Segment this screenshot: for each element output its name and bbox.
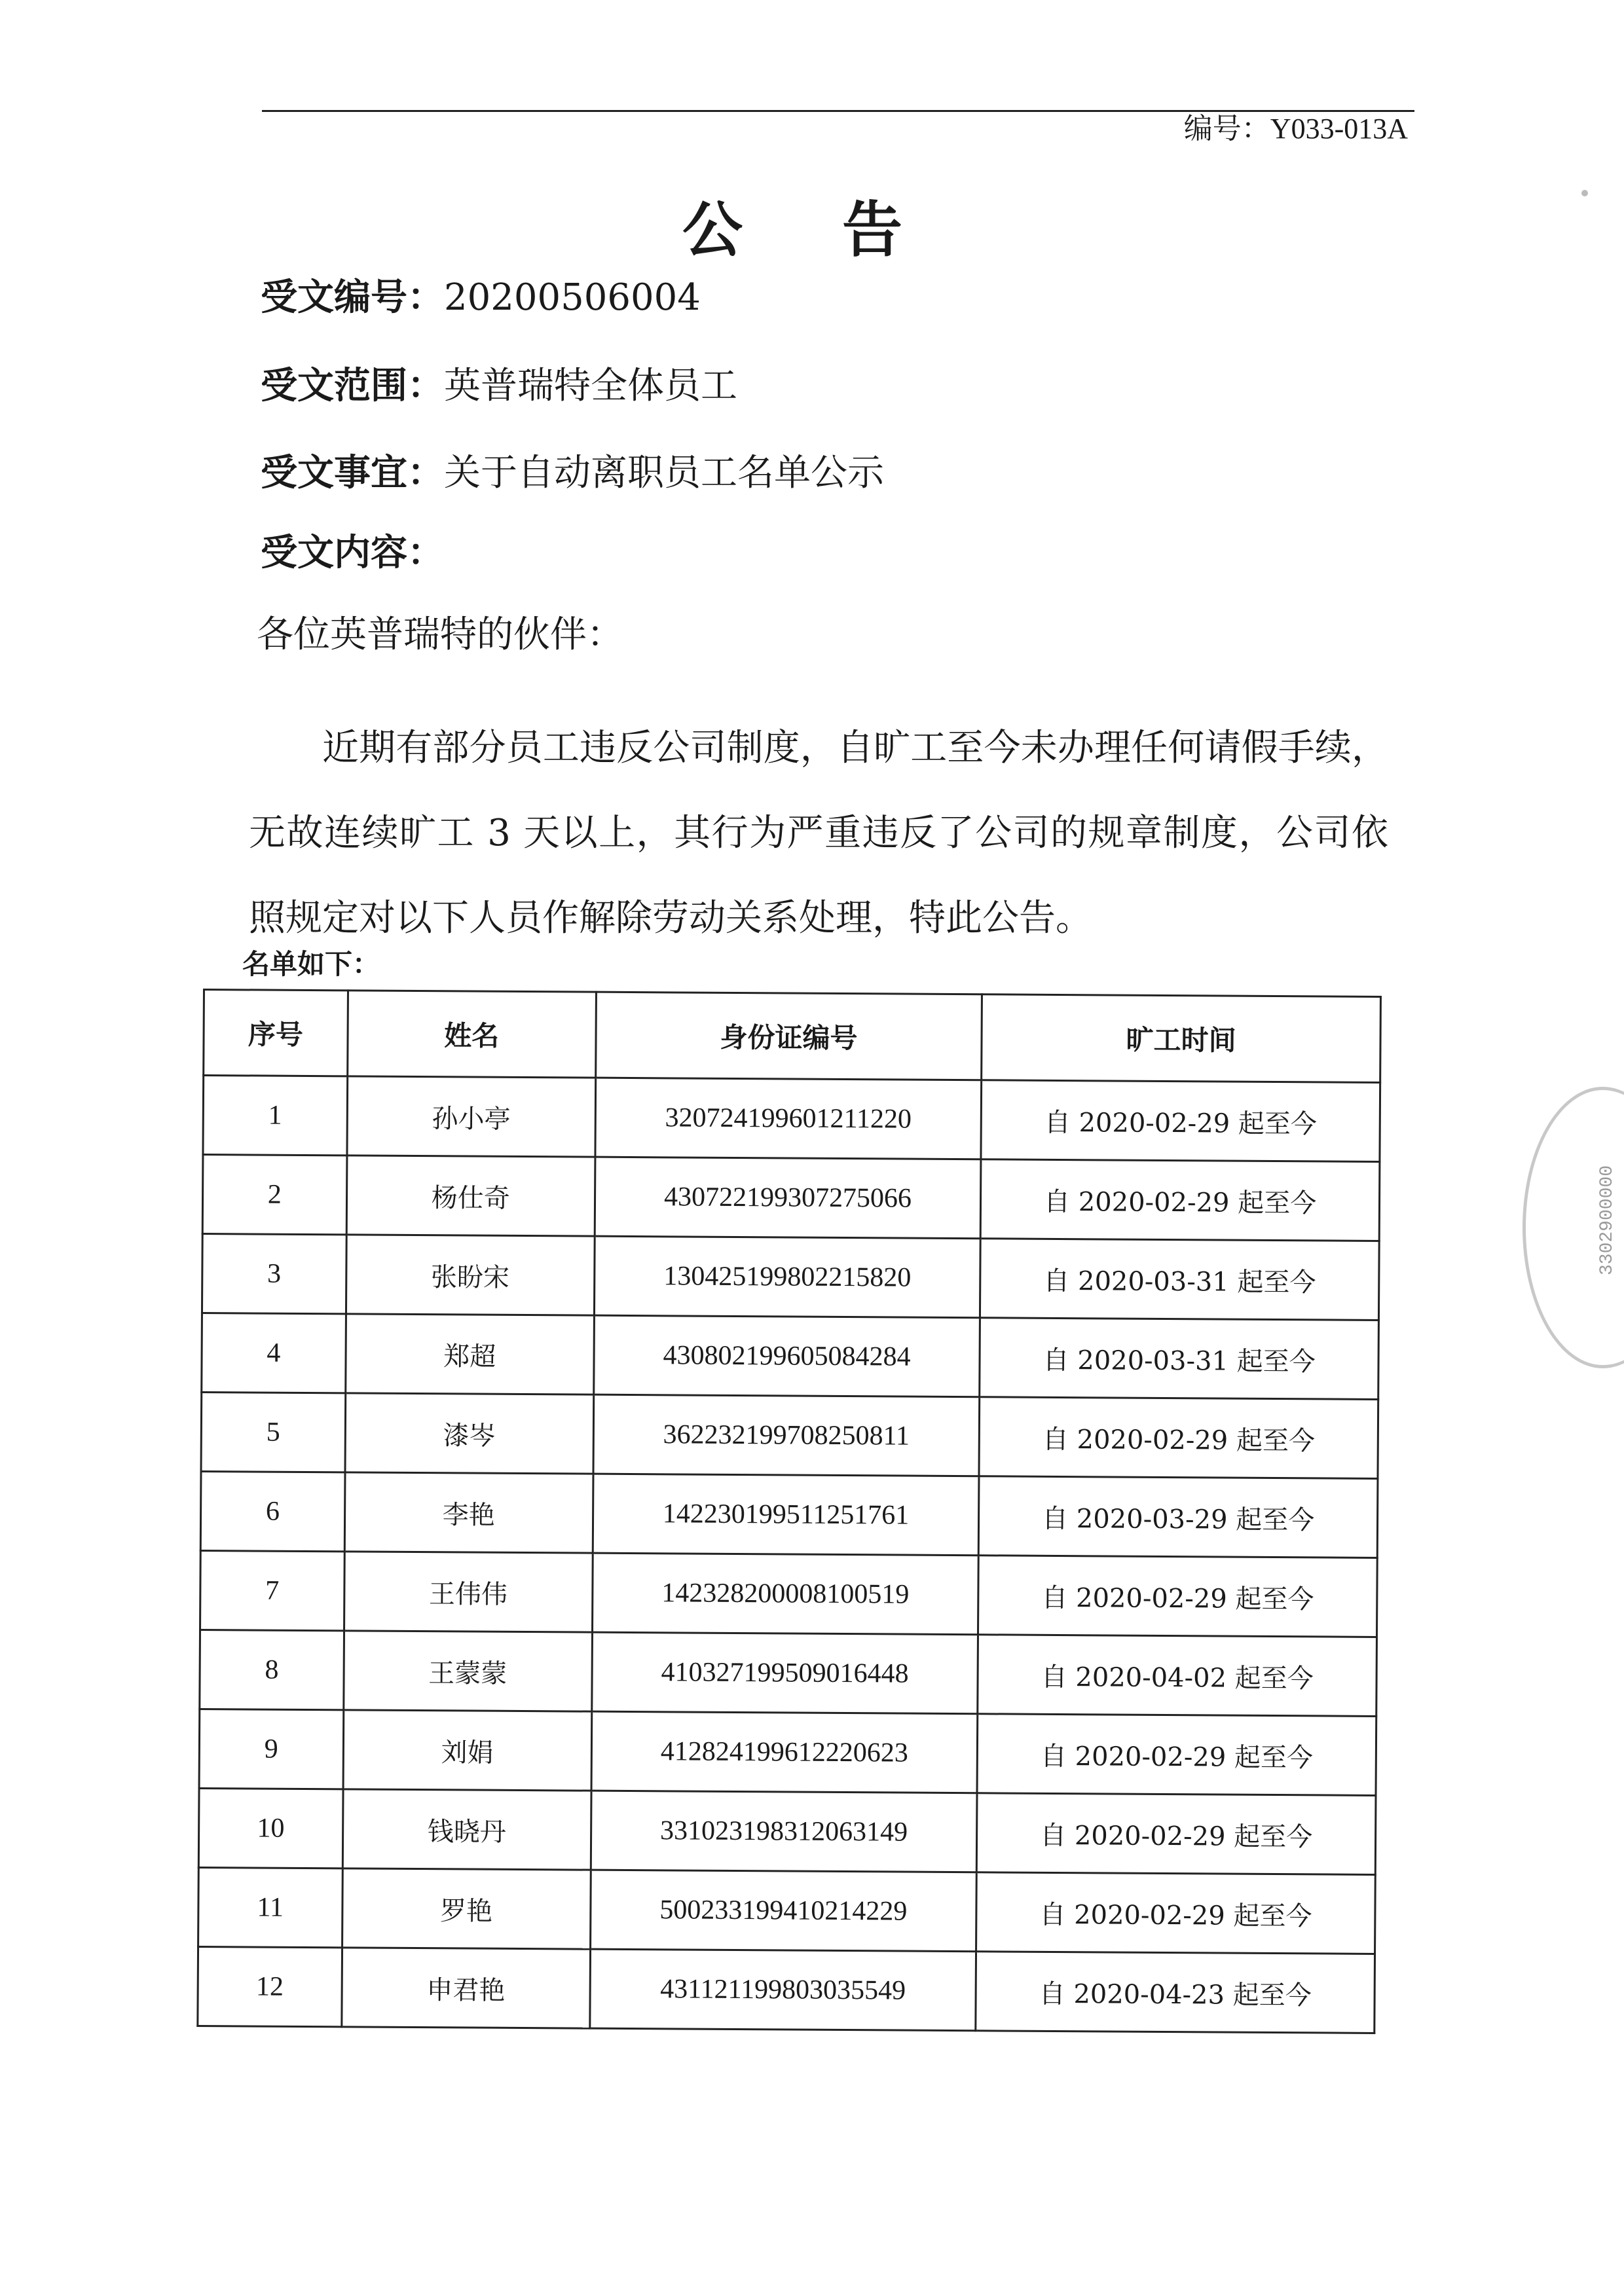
field-scope bbox=[261, 357, 737, 409]
cell-id-number: 431121199803035549 bbox=[590, 1949, 976, 2031]
cell-number: 11 bbox=[198, 1867, 342, 1947]
cell-absence-period: 自 2020-02-29 起至今 bbox=[979, 1397, 1378, 1479]
cell-absence-period: 自 2020-02-29 起至今 bbox=[981, 1080, 1380, 1162]
page-title: 公 告 bbox=[682, 195, 942, 265]
table-header-row bbox=[204, 990, 1381, 1083]
table-row bbox=[202, 1155, 1380, 1241]
cell-absence-period: 自 2020-04-23 起至今 bbox=[976, 1952, 1375, 2033]
cell-id-number: 362232199708250811 bbox=[593, 1394, 980, 1476]
cell-name: 王伟伟 bbox=[344, 1552, 593, 1632]
cell-name: 钱晓丹 bbox=[342, 1789, 591, 1870]
table-row bbox=[199, 1709, 1376, 1795]
table-row bbox=[198, 1867, 1376, 1954]
field-content bbox=[261, 524, 444, 576]
cell-id-number: 130425199802215820 bbox=[594, 1236, 980, 1318]
table-row bbox=[200, 1630, 1377, 1716]
column-header-number: 序号 bbox=[204, 990, 348, 1076]
column-header-name: 姓名 bbox=[347, 991, 596, 1078]
cell-name: 漆岑 bbox=[345, 1393, 594, 1474]
cell-number: 6 bbox=[200, 1471, 344, 1551]
cell-id-number: 430802199605084284 bbox=[593, 1315, 980, 1397]
cell-absence-period: 自 2020-03-31 起至今 bbox=[980, 1318, 1379, 1400]
table-row bbox=[198, 1788, 1376, 1874]
table-row bbox=[202, 1313, 1379, 1399]
field-value: 英普瑞特全体员工 bbox=[444, 365, 737, 407]
table-body bbox=[198, 1076, 1380, 2033]
body-paragraph: 近期有部分员工违反公司制度，自旷工至今未办理任何请假手续，无故连续旷工 3 天以上，其行为严重违反了公司的规章制度，公司依照规定对以下人员作解除劳动关系处理，特此公告。 bbox=[249, 727, 1388, 939]
cell-number: 3 bbox=[202, 1234, 346, 1314]
cell-number: 12 bbox=[198, 1946, 342, 2026]
cell-id-number: 410327199509016448 bbox=[591, 1632, 978, 1714]
cell-absence-period: 自 2020-02-29 起至今 bbox=[977, 1714, 1376, 1796]
cell-id-number: 142230199511251761 bbox=[593, 1474, 979, 1556]
column-header-absence-period: 旷工时间 bbox=[982, 994, 1381, 1083]
table-row bbox=[203, 1076, 1380, 1162]
field-value: 20200506004 bbox=[444, 276, 701, 319]
cell-name: 刘娟 bbox=[343, 1710, 592, 1791]
cell-number: 5 bbox=[201, 1392, 345, 1472]
cell-id-number: 331023198312063149 bbox=[591, 1791, 977, 1872]
cell-id-number: 412824199612220623 bbox=[591, 1711, 978, 1793]
cell-name: 孙小亭 bbox=[347, 1076, 596, 1157]
table-row bbox=[202, 1234, 1379, 1321]
cell-id-number: 142328200008100519 bbox=[592, 1553, 978, 1635]
cell-id-number: 500233199410214229 bbox=[590, 1870, 976, 1952]
cell-number: 4 bbox=[202, 1313, 346, 1393]
employee-table bbox=[196, 989, 1382, 2034]
field-document-id bbox=[261, 268, 701, 321]
cell-name: 李艳 bbox=[344, 1472, 593, 1553]
list-heading: 名单如下： bbox=[242, 948, 380, 980]
field-label: 受文内容： bbox=[261, 532, 444, 574]
cell-id-number: 320724199601211220 bbox=[595, 1078, 982, 1159]
cell-name: 罗艳 bbox=[342, 1868, 591, 1949]
field-label: 受文范围： bbox=[261, 365, 444, 407]
document-number: 编号：Y033-013A bbox=[1183, 113, 1408, 145]
cell-number: 10 bbox=[198, 1788, 342, 1868]
cell-name: 王蒙蒙 bbox=[343, 1631, 592, 1711]
table-row bbox=[198, 1946, 1375, 2033]
stamp-text: 3302900000 bbox=[1597, 1165, 1617, 1276]
table-row bbox=[201, 1392, 1378, 1478]
cell-absence-period: 自 2020-04-02 起至今 bbox=[978, 1635, 1377, 1717]
greeting: 各位英普瑞特的伙伴： bbox=[257, 613, 623, 656]
scan-mark bbox=[1581, 190, 1588, 196]
cell-name: 张盼宋 bbox=[346, 1235, 595, 1315]
column-header-id-number: 身份证编号 bbox=[595, 992, 982, 1080]
cell-name: 郑超 bbox=[345, 1314, 594, 1394]
cell-number: 9 bbox=[199, 1709, 343, 1789]
cell-absence-period: 自 2020-03-29 起至今 bbox=[978, 1476, 1378, 1558]
cell-id-number: 430722199307275066 bbox=[595, 1157, 981, 1239]
cell-name: 杨仕奇 bbox=[346, 1156, 595, 1236]
cell-number: 1 bbox=[203, 1076, 347, 1156]
field-label: 受文编号： bbox=[261, 276, 444, 319]
cell-absence-period: 自 2020-02-29 起至今 bbox=[978, 1556, 1378, 1637]
cell-number: 2 bbox=[202, 1155, 346, 1235]
field-label: 受文事宜： bbox=[261, 452, 444, 494]
cell-absence-period: 自 2020-02-29 起至今 bbox=[976, 1872, 1376, 1954]
table-row bbox=[200, 1550, 1378, 1637]
cell-absence-period: 自 2020-03-31 起至今 bbox=[980, 1239, 1380, 1321]
table-row bbox=[200, 1471, 1378, 1558]
field-value: 关于自动离职员工名单公示 bbox=[444, 452, 884, 494]
cell-absence-period: 自 2020-02-29 起至今 bbox=[980, 1159, 1380, 1241]
cell-absence-period: 自 2020-02-29 起至今 bbox=[976, 1793, 1376, 1875]
field-subject bbox=[261, 444, 884, 496]
cell-name: 申君艳 bbox=[341, 1948, 590, 2028]
cell-number: 8 bbox=[200, 1630, 344, 1709]
cell-number: 7 bbox=[200, 1550, 344, 1630]
